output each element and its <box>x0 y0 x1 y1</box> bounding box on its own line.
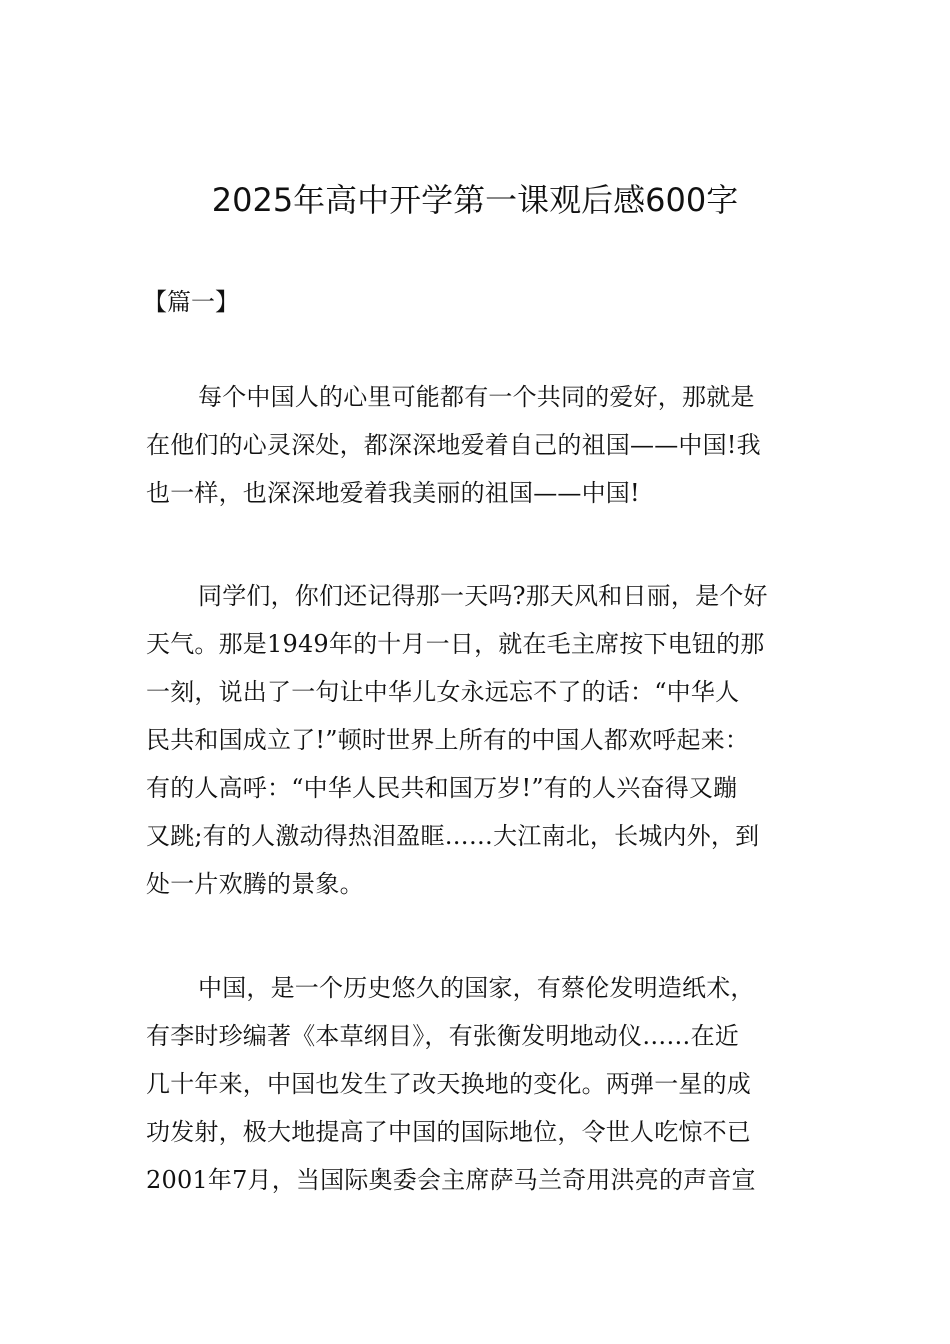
paragraph-line: 有李时珍编著《本草纲目》，有张衡发明地动仪……在近 <box>146 1022 739 1050</box>
paragraph-2 <box>146 572 806 908</box>
paragraph-line: 在他们的心灵深处，都深深地爱着自己的祖国——中国!我 <box>146 431 761 459</box>
paragraph-1 <box>146 373 806 517</box>
paragraph-line: 几十年来，中国也发生了改天换地的变化。两弹一星的成 <box>146 1070 751 1098</box>
paragraph-line: 2001年7月，当国际奥委会主席萨马兰奇用洪亮的声音宣 <box>146 1166 756 1194</box>
paragraph-3 <box>146 964 806 1204</box>
paragraph-line: 一刻，说出了一句让中华儿女永远忘不了的话：“中华人 <box>146 678 740 706</box>
paragraph-line: 又跳;有的人激动得热泪盈眶……大江南北，长城内外，到 <box>146 822 760 850</box>
paragraph-line: 每个中国人的心里可能都有一个共同的爱好，那就是 <box>198 383 755 411</box>
paragraph-line: 天气。那是1949年的十月一日，就在毛主席按下电钮的那 <box>146 630 765 658</box>
section-label: 【篇一】 <box>143 288 239 316</box>
paragraph-line: 有的人高呼：“中华人民共和国万岁!”有的人兴奋得又蹦 <box>146 774 738 802</box>
document-title: 2025年高中开学第一课观后感600字 <box>211 181 739 219</box>
paragraph-line: 中国，是一个历史悠久的国家，有蔡伦发明造纸术， <box>198 974 755 1002</box>
paragraph-line: 功发射，极大地提高了中国的国际地位，令世人吃惊不已 <box>146 1118 751 1146</box>
paragraph-line: 处一片欢腾的景象。 <box>146 870 364 898</box>
paragraph-line: 也一样，也深深地爱着我美丽的祖国——中国! <box>146 479 640 507</box>
paragraph-line: 同学们，你们还记得那一天吗?那天风和日丽，是个好 <box>198 582 768 610</box>
paragraph-line: 民共和国成立了!”顿时世界上所有的中国人都欢呼起来： <box>146 726 750 754</box>
